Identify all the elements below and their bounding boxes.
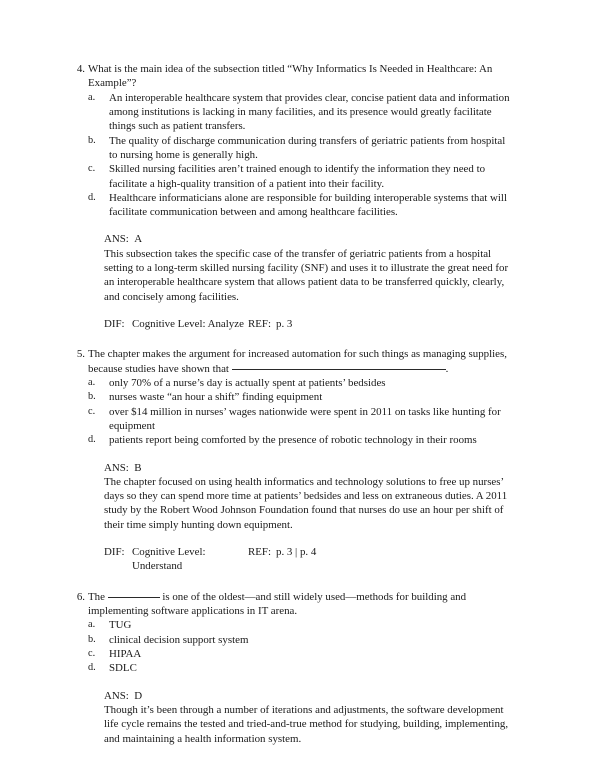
option-letter: c. <box>88 647 96 659</box>
option-text: nurses waste “an hour a shift” finding equipment <box>109 391 323 404</box>
answer-label: ANS: <box>104 233 129 246</box>
ref-value: p. 3 <box>276 318 293 330</box>
option-text: Skilled nursing facilities aren’t trained enough to identify the information they need to facilitate a high-quality transition of a patient into their facility. <box>109 163 486 190</box>
option-item[interactable] <box>88 647 515 661</box>
question-stem <box>88 347 515 376</box>
option-item[interactable] <box>88 91 515 134</box>
section-gap <box>72 574 515 590</box>
ref-label: REF: <box>248 546 271 559</box>
options-list <box>88 618 515 675</box>
answer-line <box>104 461 515 475</box>
question-block <box>72 62 515 331</box>
question-block <box>72 590 515 746</box>
option-item[interactable] <box>88 405 515 434</box>
answer-value: B <box>134 461 142 474</box>
option-letter: b. <box>88 391 96 403</box>
stem-text-after-blank: is one of the oldest—and still widely used—methods for building and implementing software applications in IT arena. <box>88 590 467 617</box>
option-item[interactable] <box>88 191 515 220</box>
option-letter: d. <box>88 662 96 674</box>
answer-line <box>104 232 515 246</box>
option-text: An interoperable healthcare system that provides clear, concise patient data and information among institutions is lacking in many facilities, and its presence would greatly facilitate things such as patient transfers. <box>109 91 510 133</box>
option-text: SDLC <box>109 662 137 675</box>
option-letter: b. <box>88 633 96 645</box>
fill-in-blank-rule <box>108 597 160 598</box>
stem-text-before-blank: The <box>88 590 108 603</box>
option-text: TUG <box>109 619 132 632</box>
options-list <box>88 376 515 448</box>
option-item[interactable] <box>88 433 515 447</box>
option-text: HIPAA <box>109 647 142 660</box>
ref-value: p. 3 | p. 4 <box>276 546 317 559</box>
option-item[interactable] <box>88 162 515 191</box>
option-item[interactable] <box>88 134 515 163</box>
document-body <box>72 62 515 746</box>
fill-in-blank-rule <box>232 369 446 370</box>
answer-rationale: The chapter focused on using health informatics and technology solutions to free up nurses’ days so they can spend more time at patients’ bedsides and less on extraneous duties. A 2011 study by the Robert Wood Johnson Foundation found that nurses do use an hour per shift of their time simply hunting down equipment. <box>104 475 508 531</box>
option-item[interactable] <box>88 376 515 390</box>
option-letter: c. <box>88 163 96 175</box>
answer-block <box>104 689 515 746</box>
question-number: 6. <box>76 590 85 603</box>
answer-block <box>104 461 515 533</box>
answer-label: ANS: <box>104 689 129 702</box>
answer-block <box>104 232 515 304</box>
answer-line <box>104 689 515 703</box>
answer-value: A <box>134 233 143 246</box>
question-metadata <box>104 545 515 574</box>
option-item[interactable] <box>88 661 515 675</box>
option-text: clinical decision support system <box>109 633 249 646</box>
section-gap <box>72 331 515 347</box>
option-text: patients report being comforted by the presence of robotic technology in their rooms <box>109 434 477 447</box>
answer-rationale: This subsection takes the specific case of the transfer of geriatric patients from a hospital setting to a long-term skilled nursing facility (SNF) and uses it to illustrate the great need for an interoperable healthcare system that allows patient data to be transferred quickly, clearly, and concisely among facilities. <box>104 247 509 303</box>
options-list <box>88 91 515 220</box>
question-number: 5. <box>76 348 85 361</box>
option-letter: a. <box>88 619 96 631</box>
option-item[interactable] <box>88 633 515 647</box>
option-letter: a. <box>88 91 96 103</box>
dif-label: DIF: <box>104 546 125 559</box>
answer-label: ANS: <box>104 461 129 474</box>
option-letter: a. <box>88 376 96 388</box>
question-metadata <box>104 317 515 331</box>
dif-label: DIF: <box>104 318 125 330</box>
ref-label: REF: <box>248 318 271 330</box>
option-item[interactable] <box>88 618 515 632</box>
option-text: over $14 million in nurses’ wages nationwide were spent in 2011 on tasks like hunting for equipment <box>109 405 501 432</box>
question-stem: What is the main idea of the subsection titled “Why Informatics Is Needed in Healthcare: An Example”? <box>88 63 493 90</box>
answer-rationale: Though it’s been through a number of iterations and adjustments, the software development life cycle remains the tested and tried-and-true method for studying, building, implementing, and maintaining a health information system. <box>104 703 509 745</box>
option-text: Healthcare informaticians alone are responsible for building interoperable systems that will facilitate communication between and among healthcare facilities. <box>109 191 507 219</box>
option-item[interactable] <box>88 390 515 404</box>
question-number: 4. <box>76 63 85 75</box>
option-text: The quality of discharge communication during transfers of geriatric patients from hospital to nursing home is generally high. <box>109 134 506 161</box>
option-letter: c. <box>88 405 96 417</box>
question-block <box>72 347 515 573</box>
option-letter: d. <box>88 191 96 203</box>
question-stem <box>88 590 515 619</box>
option-letter: b. <box>88 134 96 146</box>
dif-value: Cognitive Level: Analyze <box>132 318 244 330</box>
stem-text-after-blank: . <box>445 362 449 375</box>
stem-text-before-blank: The chapter makes the argument for increased automation for such things as managing supplies, because studies have shown that <box>88 348 507 375</box>
answer-value: D <box>134 689 143 702</box>
option-text: only 70% of a nurse’s day is actually spent at patients’ bedsides <box>109 376 386 389</box>
option-letter: d. <box>88 434 96 446</box>
dif-value: Cognitive Level: Understand <box>132 546 206 573</box>
